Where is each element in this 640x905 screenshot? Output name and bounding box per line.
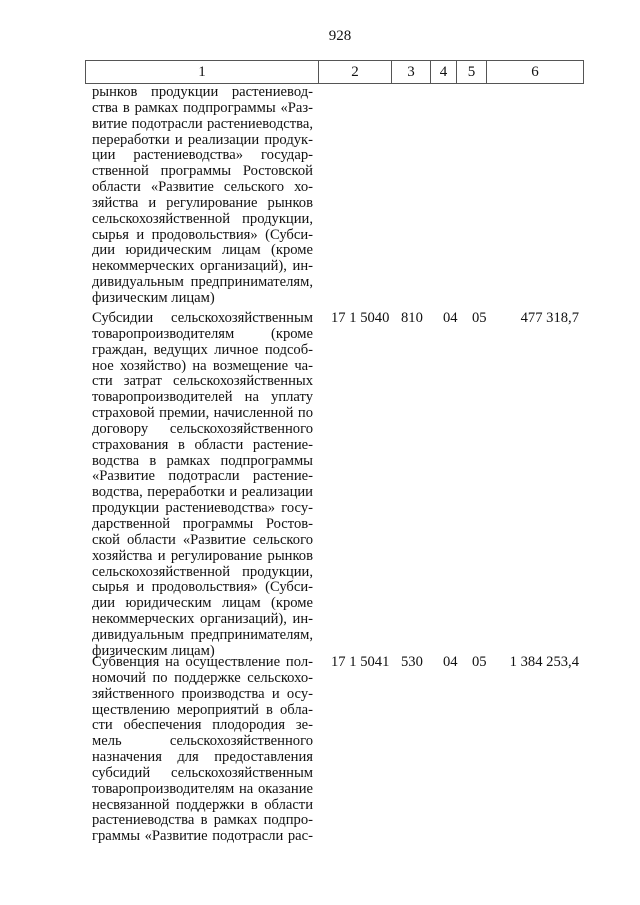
header-col-1: 1: [198, 64, 206, 80]
description-line: зяйственного производства и осу-: [92, 685, 313, 702]
table-header: [85, 60, 584, 84]
row-code: 17 1 5040: [331, 310, 390, 326]
row-amount: 1 384 253,4: [509, 654, 579, 670]
description-line: Субвенция на осуществление пол-: [92, 654, 313, 670]
description-line: переработки и реализации продук-: [92, 131, 313, 148]
header-col-3: 3: [391, 61, 430, 83]
description-line: номочий по поддержке сельскохо-: [92, 669, 313, 686]
row-rz: 04: [443, 310, 458, 326]
description-line: дии юридическим лицам (кроме: [92, 242, 313, 259]
description-line: некоммерческих организаций), ин-: [92, 258, 313, 275]
description-line: сельскохозяйственной продукции,: [92, 210, 313, 227]
description-line: ществлению мероприятий в обла-: [92, 701, 313, 718]
description-line: сырья и продовольствия» (Субси-: [92, 226, 313, 243]
description-line: хозяйства и регулирование рынков: [92, 547, 313, 564]
row-description: [92, 655, 313, 845]
description-line: Субсидии сельскохозяйственным: [92, 310, 313, 326]
description-line: продукции растениеводства» госу-: [92, 500, 313, 517]
description-line: дивидуальным предпринимателям,: [92, 626, 313, 643]
description-line: граждан, ведущих личное подсоб-: [92, 341, 313, 358]
row-pr: 05: [472, 310, 487, 326]
description-line: сельскохозяйственной продукции,: [92, 563, 313, 580]
header-col-6: 6: [486, 61, 583, 83]
description-line: субсидий сельскохозяйственным: [92, 764, 313, 781]
description-line: зяйства и регулирование рынков: [92, 194, 313, 211]
description-line: дии юридическим лицам (кроме: [92, 595, 313, 612]
description-line: водства в рамках подпрограммы: [92, 452, 313, 469]
description-line: мель сельскохозяйственного: [92, 733, 313, 750]
row-vr: 530: [401, 654, 423, 670]
description-line: назначения для предоставления: [92, 749, 313, 766]
description-line: ции растениеводства» государ-: [92, 147, 313, 164]
description-line: дарственной программы Ростов-: [92, 515, 313, 532]
description-line: ственной программы Ростовской: [92, 163, 313, 180]
page-number: 928: [328, 28, 352, 44]
description-line: граммы «Развитие подотрасли рас-: [92, 828, 313, 845]
description-line: ской области «Развитие сельского: [92, 531, 313, 548]
description-line: товаропроизводителям на оказание: [92, 780, 313, 797]
row-description: [92, 311, 313, 660]
description-line: сти обеспечения плодородия зе-: [92, 717, 313, 734]
row-code: 17 1 5041: [331, 654, 390, 670]
row-amount: 477 318,7: [520, 310, 579, 326]
description-line: несвязанной поддержки в области: [92, 796, 313, 813]
description-line: страховой премии, начисленной по: [92, 405, 313, 422]
row-pr: 05: [472, 654, 487, 670]
description-line: товаропроизводителям (кроме: [92, 325, 313, 342]
row-rz: 04: [443, 654, 458, 670]
description-line: водства, переработки и реализации: [92, 484, 313, 501]
description-line: страхования в области растение-: [92, 436, 313, 453]
row-vr: 810: [401, 310, 423, 326]
description-line: физическим лицам): [92, 642, 215, 659]
description-line: ное хозяйство) на возмещение ча-: [92, 357, 313, 374]
description-line: договору сельскохозяйственного: [92, 420, 313, 437]
description-line: некоммерческих организаций), ин-: [92, 611, 313, 628]
description-line: ства в рамках подпрограммы «Раз-: [92, 99, 313, 116]
description-line: «Развитие подотрасли растение-: [92, 468, 313, 485]
description-line: рынков продукции растениевод-: [92, 84, 313, 100]
description-line: области «Развитие сельского хо-: [92, 179, 313, 196]
header-col-5: 5: [456, 61, 486, 83]
description-line: витие подотрасли растениеводства,: [92, 115, 313, 132]
description-line: товаропроизводителей на уплату: [92, 389, 313, 406]
description-line: физическим лицам): [92, 289, 215, 306]
description-line: сырья и продовольствия» (Субси-: [92, 579, 313, 596]
header-col-2: 2: [318, 61, 391, 83]
row-description: [92, 85, 313, 307]
description-line: сти затрат сельскохозяйственных: [92, 373, 313, 390]
description-line: дивидуальным предпринимателям,: [92, 274, 313, 291]
header-col-4: 4: [430, 61, 456, 83]
description-line: растениеводства в рамках подпро-: [92, 812, 313, 829]
